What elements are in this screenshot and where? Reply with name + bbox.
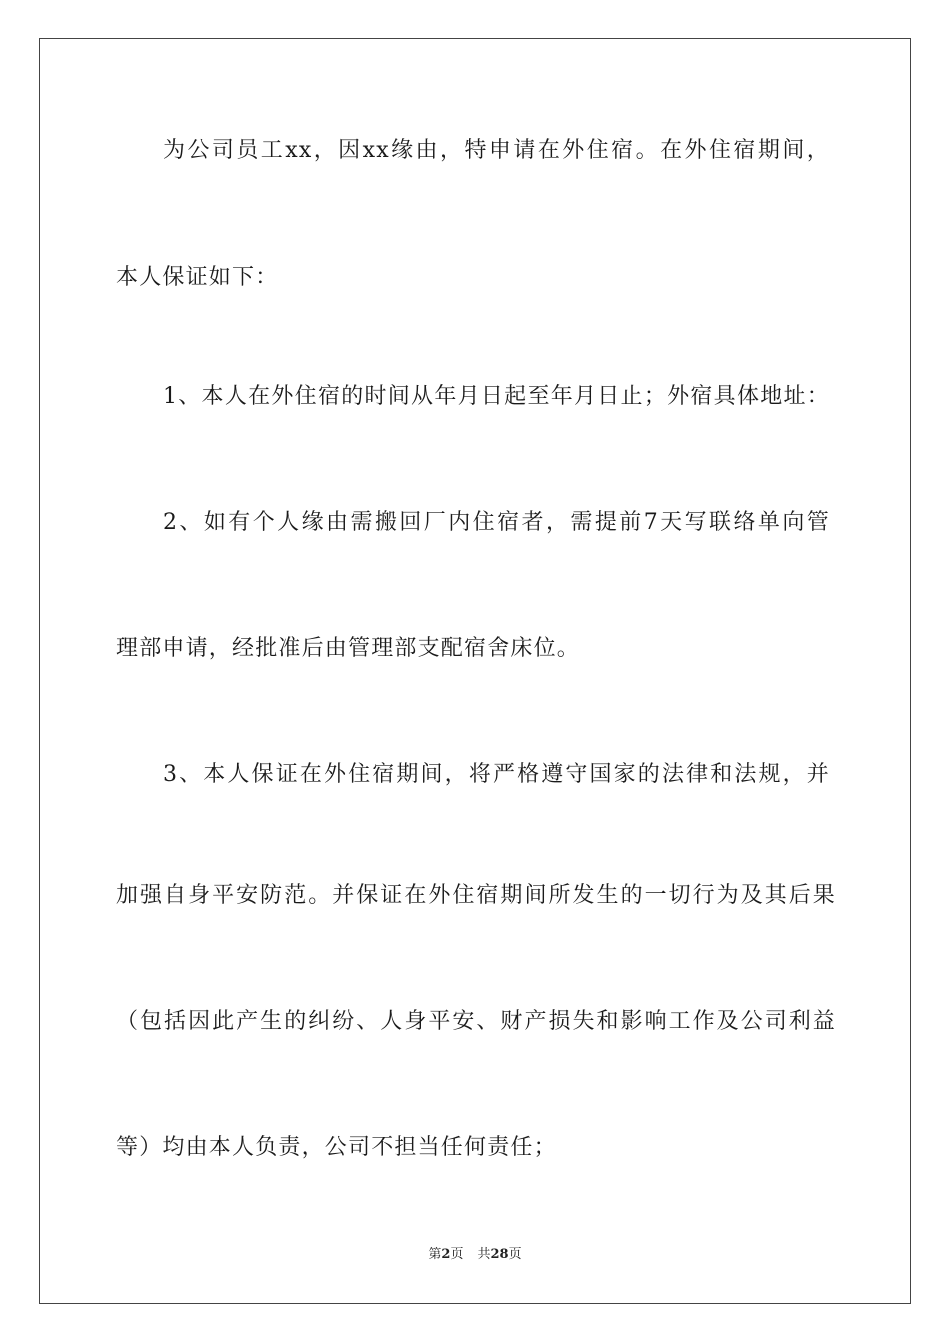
- paragraph-line-5: 理部申请，经批准后由管理部支配宿舍床位。: [116, 636, 581, 661]
- paragraph-line-3: 1、本人在外住宿的时间从年月日起至年月日止；外宿具体地址：: [163, 384, 830, 409]
- paragraph-line-7: 加强自身平安防范。并保证在外住宿期间所发生的一切行为及其后果: [116, 883, 836, 908]
- page-prefix: 第: [428, 1247, 442, 1262]
- page-border: [39, 38, 911, 1304]
- page-current: 2: [441, 1247, 451, 1262]
- paragraph-line-8: （包括因此产生的纠纷、人身平安、财产损失和影响工作及公司利益: [116, 1009, 836, 1034]
- page-footer: [0, 1246, 950, 1264]
- paragraph-line-6: 3、本人保证在外住宿期间，将严格遵守国家的法律和法规，并: [163, 762, 830, 787]
- total-suffix: 页: [508, 1247, 522, 1262]
- paragraph-line-9: 等）均由本人负责，公司不担当任何责任；: [116, 1135, 557, 1160]
- paragraph-line-2: 本人保证如下：: [116, 265, 279, 290]
- page-suffix: 页: [450, 1247, 464, 1262]
- paragraph-line-1: 为公司员工xx，因xx缘由，特申请在外住宿。在外住宿期间，: [163, 138, 830, 163]
- paragraph-line-4: 2、如有个人缘由需搬回厂内住宿者，需提前7天写联络单向管: [163, 510, 830, 535]
- page-total: 28: [490, 1247, 509, 1262]
- total-prefix: 共: [477, 1247, 491, 1262]
